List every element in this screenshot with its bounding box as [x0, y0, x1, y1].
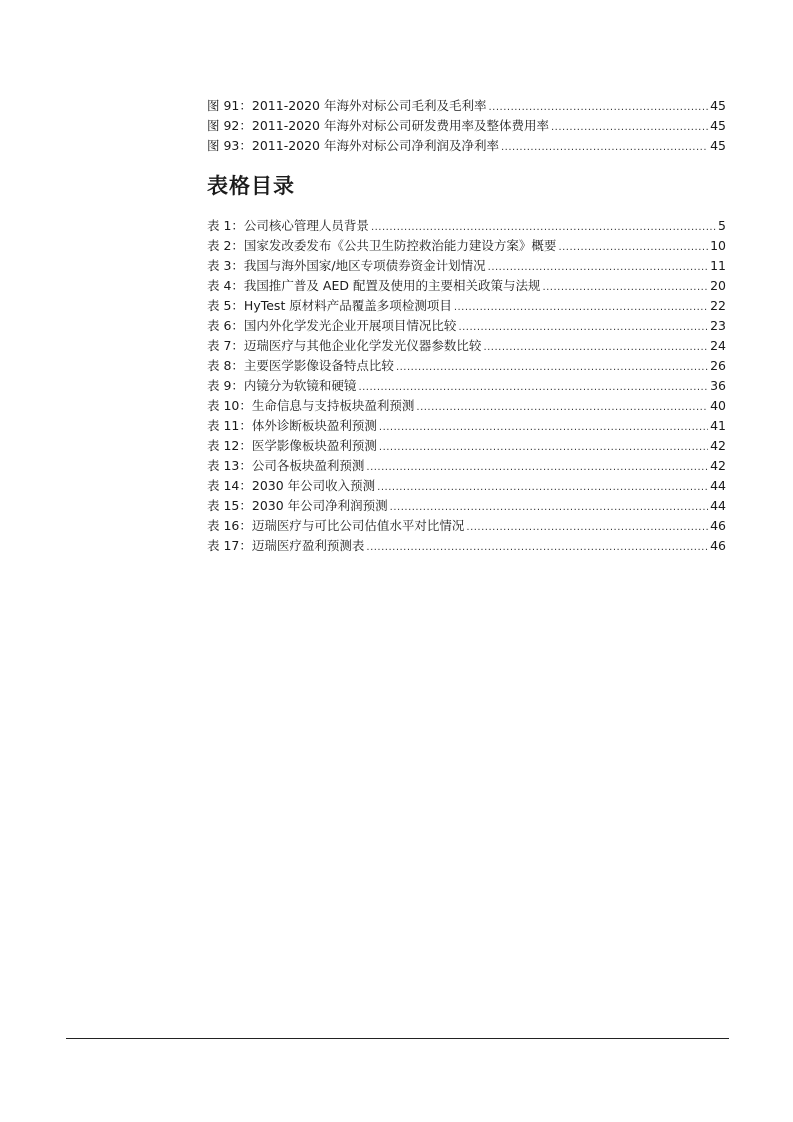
dot-leader	[377, 478, 708, 498]
table-toc-list	[207, 216, 726, 556]
table-toc-entry[interactable]	[207, 436, 726, 456]
toc-entry-page-number: 41	[710, 418, 726, 433]
toc-entry-label: 表 1：公司核心管理人员背景	[207, 218, 369, 233]
dot-leader	[454, 298, 708, 318]
toc-entry-label: 表 9：内镜分为软镜和硬镜	[207, 378, 357, 393]
dot-leader	[358, 378, 708, 398]
table-toc-entry[interactable]	[207, 236, 726, 256]
toc-entry-page-number: 40	[710, 398, 726, 413]
toc-entry-label: 表 4：我国推广普及 AED 配置及使用的主要相关政策与法规	[207, 278, 541, 293]
toc-entry-label: 表 2：国家发改委发布《公共卫生防控救治能力建设方案》概要	[207, 238, 557, 253]
toc-entry-label: 表 10：生命信息与支持板块盈利预测	[207, 398, 415, 413]
toc-entry-page-number: 11	[710, 258, 726, 273]
footer-divider	[66, 1038, 729, 1039]
toc-entry-label: 表 15：2030 年公司净利润预测	[207, 498, 388, 513]
figure-toc-entry[interactable]	[207, 96, 726, 116]
dot-leader	[396, 358, 708, 378]
table-toc-entry[interactable]	[207, 496, 726, 516]
table-toc-entry[interactable]	[207, 456, 726, 476]
toc-entry-label: 图 92：2011-2020 年海外对标公司研发费用率及整体费用率	[207, 118, 549, 133]
toc-entry-label: 表 6：国内外化学发光企业开展项目情况比较	[207, 318, 457, 333]
table-toc-title: 表格目录	[207, 174, 295, 198]
toc-entry-page-number: 45	[710, 138, 726, 153]
dot-leader	[390, 498, 708, 518]
dot-leader	[458, 318, 708, 338]
figure-toc-entry[interactable]	[207, 116, 726, 136]
table-toc-entry[interactable]	[207, 476, 726, 496]
toc-entry-label: 表 7：迈瑞医疗与其他企业化学发光仪器参数比较	[207, 338, 482, 353]
toc-entry-label: 图 93：2011-2020 年海外对标公司净利润及净利率	[207, 138, 499, 153]
table-toc-entry[interactable]	[207, 276, 726, 296]
dot-leader	[379, 418, 708, 438]
toc-entry-label: 表 5：HyTest 原材料产品覆盖多项检测项目	[207, 298, 452, 313]
dot-leader	[558, 238, 708, 258]
toc-entry-page-number: 44	[710, 478, 726, 493]
dot-leader	[542, 278, 708, 298]
toc-entry-page-number: 26	[710, 358, 726, 373]
toc-entry-label: 表 8：主要医学影像设备特点比较	[207, 358, 394, 373]
dot-leader	[483, 338, 708, 358]
toc-entry-label: 表 17：迈瑞医疗盈利预测表	[207, 538, 365, 553]
toc-entry-page-number: 5	[718, 218, 726, 233]
toc-entry-label: 表 12：医学影像板块盈利预测	[207, 438, 377, 453]
dot-leader	[466, 518, 708, 538]
toc-entry-label: 表 3：我国与海外国家/地区专项债券资金计划情况	[207, 258, 486, 273]
dot-leader	[366, 538, 708, 558]
table-toc-entry[interactable]	[207, 396, 726, 416]
toc-entry-label: 表 14：2030 年公司收入预测	[207, 478, 376, 493]
dot-leader	[488, 258, 708, 278]
dot-leader	[416, 398, 708, 418]
toc-entry-page-number: 36	[710, 378, 726, 393]
dot-leader	[489, 98, 709, 118]
toc-entry-page-number: 20	[710, 278, 726, 293]
toc-entry-label: 表 16：迈瑞医疗与可比公司估值水平对比情况	[207, 518, 465, 533]
table-toc-entry[interactable]	[207, 516, 726, 536]
table-toc-entry[interactable]	[207, 296, 726, 316]
dot-leader	[371, 218, 716, 238]
table-toc-entry[interactable]	[207, 376, 726, 396]
table-toc-entry[interactable]	[207, 416, 726, 436]
toc-entry-label: 图 91：2011-2020 年海外对标公司毛利及毛利率	[207, 98, 487, 113]
toc-entry-page-number: 45	[710, 118, 726, 133]
toc-entry-page-number: 46	[710, 538, 726, 553]
table-toc-entry[interactable]	[207, 316, 726, 336]
toc-entry-page-number: 24	[710, 338, 726, 353]
toc-entry-page-number: 45	[710, 98, 726, 113]
toc-entry-page-number: 44	[710, 498, 726, 513]
table-toc-entry[interactable]	[207, 216, 726, 236]
table-toc-entry[interactable]	[207, 336, 726, 356]
toc-entry-label: 表 11：体外诊断板块盈利预测	[207, 418, 377, 433]
toc-entry-page-number: 22	[710, 298, 726, 313]
dot-leader	[501, 138, 708, 158]
toc-entry-page-number: 23	[710, 318, 726, 333]
table-toc-entry[interactable]	[207, 536, 726, 556]
figure-toc-list	[207, 96, 726, 156]
table-toc-entry[interactable]	[207, 356, 726, 376]
toc-entry-page-number: 42	[710, 438, 726, 453]
figure-toc-entry[interactable]	[207, 136, 726, 156]
dot-leader	[366, 458, 708, 478]
dot-leader	[379, 438, 708, 458]
toc-entry-page-number: 42	[710, 458, 726, 473]
toc-entry-page-number: 10	[710, 238, 726, 253]
dot-leader	[551, 118, 708, 138]
toc-entry-label: 表 13：公司各板块盈利预测	[207, 458, 365, 473]
table-toc-entry[interactable]	[207, 256, 726, 276]
toc-entry-page-number: 46	[710, 518, 726, 533]
